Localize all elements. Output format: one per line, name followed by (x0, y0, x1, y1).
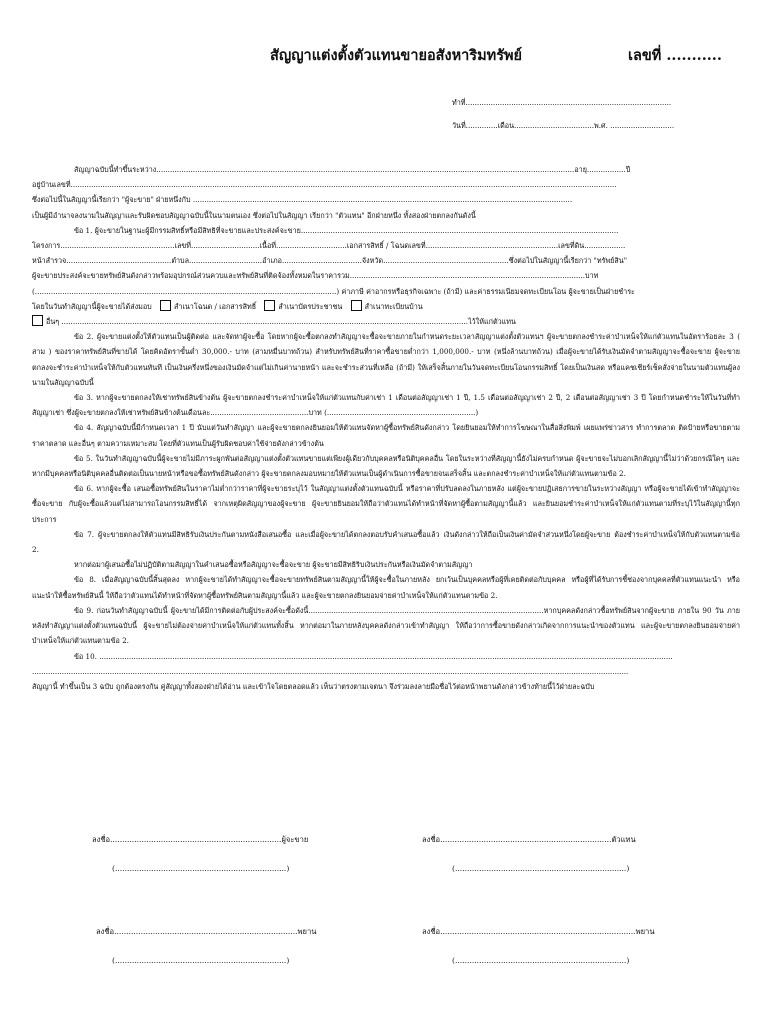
parties-line-4: เป็นผู้มีอำนาจลงนามในสัญญาและรับผิดชอบสัญญาฉบับนี้ในนามตนเอง ซึ่งต่อไปในสัญญา เรียกว่า "ตัวแทน" อีกฝ่ายหนึ่ง ทั้งสองฝ่ายตกลงกันดังนี้ (32, 210, 476, 220)
signature-seller-name: (.......................................................................) (112, 864, 290, 873)
checkbox-other-label: อื่นๆ (46, 317, 60, 327)
signature-seller: ลงชื่อ.......................................................................ผู้จะขาย (92, 835, 309, 844)
signature-witness-2: ลงชื่อ.................................................................................พยาน (422, 927, 655, 936)
checkbox-other[interactable] (32, 315, 43, 326)
contract-number: เลขที่ ........... (628, 47, 722, 64)
date-line: วันที่..............เดือน...................................พ.ศ. ............................ (452, 121, 675, 130)
clause-8: ข้อ 8. เมื่อสัญญาฉบับนี้สิ้นสุดลง หากผู้จะขายได้ทำสัญญาจะซื้อจะขายทรัพย์สินตามสัญญานี้ให้ผู้จะซื้อในภายหลัง ยกเว้นเป็นบุคคลหรือผู้ที่เคยติดต่อกับบุคคล หรือผู้ที่ได้รับการชี้ช่องจากบุคคลที่ตัวแทนแนะนำ หรือแนะนำให้ซื้อทรัพย์สินนี้ ให้ถือว่าตัวแทนได้ทำหน้าที่จัดหาผู้ซื้อทรัพย์สินตามสัญญานี้แล้ว และผู้จะขายตกลงยินยอมจ่ายค่าบำเหน็จให้แก่ตัวแทนตามข้อ 2. (32, 575, 740, 600)
contract-title: สัญญาแต่งตั้งตัวแทนขายอสังหาริมทรัพย์ (270, 47, 523, 64)
checkbox-house-registration[interactable] (351, 300, 362, 311)
clause-6: ข้อ 6. หากผู้จะซื้อ เสนอซื้อทรัพย์สินในราคาไม่ต่ำกว่าราคาที่ผู้จะขายระบุไว้ ในสัญญาแต่งตั้งตัวแทนฉบับนี้ หรือราคาที่ปรับลดลงในภายหลัง แต่ผู้จะขายปฏิเสธการขายในระหว่างสัญญา หรือผู้จะขายได้เข้าทำสัญญาจะซื้อจะขาย กับผู้จะซื้อแล้วแต่ไม่สามารถโอนกรรมสิทธิ์ได้ จากเหตุผิดสัญญาของผู้จะขาย ผู้จะขายยินยอมให้ถือว่าตัวแทนได้ทำหน้าที่จัดหาผู้ซื้อตามสัญญานี้แล้ว และยินยอมชำระค่าบำเหน็จให้แก่ตัวแทนตามที่ระบุไว้ในสัญญานี้ทุกประการ (32, 484, 740, 524)
clause-9: ข้อ 9. ก่อนวันทำสัญญาฉบับนี้ ผู้จะขายได้มีการติดต่อกับผู้ประสงค์จะซื้อดังนี้.......................................................................................................หากบุคคลดังกล่าวซื้อทรัพย์สินจากผู้จะขาย ภายใน 90 วัน ภายหลังทำสัญญาแต่งตั้งตัวแทนฉบับนี้ ผู้จะขายไม่ต้องจ่ายค่าบำเหน็จให้แก่ตัวแทนทั้งสิ้น หากต่อมาในภายหลังบุคคลดังกล่าวเข้าทำสัญญา ให้ถือว่าการซื้อขายดังกล่าวเกิดจากการแนะนำของตัวแทน และผู้จะขายตกลงยินยอมจ่ายค่าบำเหน็จให้แก่ตัวแทนตามข้อ 2. (32, 605, 740, 646)
checkbox-title-deed[interactable] (160, 300, 171, 311)
clause-1-line-5: (....................................................................................................................................) ค่าภาษี ค่าอากรหรือธุรกิจเฉพาะ (ถ้ามี) และค่าธรรมเนียมจดทะเบียนโอน ผู้จะขายเป็นฝ่ายชำระ (32, 286, 635, 296)
clause-1-line-4: ผู้จะขายประสงค์จะขายทรัพย์สินดังกล่าวพร้อมอุปกรณ์ส่วนควบและทรัพย์สินที่ติดจ้องทั้งหมดในราคารวม.......................................................................................................บาท (32, 271, 599, 281)
clause-10: ข้อ 10. ........................................................................................................................................................................................................................................................... (74, 651, 673, 661)
checkbox-id-card-label: สำเนาบัตรประชาชน (278, 301, 343, 311)
signature-witness-2-name: (.......................................................................) (452, 956, 630, 965)
clause-5: ข้อ 5. ในวันทำสัญญาฉบับนี้ผู้จะขายไม่มีภาระผูกพันต่อสัญญาแต่งตั้งตัวแทนขายแต่เพียงผู้เดียวกับบุคคลหรือนิติบุคคลอื่น โดยในระหว่างที่สัญญานี้ยังไม่ครบกำหนด ผู้จะขายจะไม่บอกเลิกสัญญานี้ไม่ว่าด้วยกรณีใดๆ และหากมีบุคคลหรือนิติบุคคลอื่นติดต่อเป็นนายหน้าหรือขอซื้อทรัพย์สินดังกล่าว ผู้จะขายตกลงมอบหมายให้ตัวแทนเป็นผู้ดำเนินการซื้อขายจนเสร็จสิ้น และตกลงชำระค่าบำเหน็จให้แก่ตัวแทนตามข้อ 2. (32, 453, 740, 479)
signature-agent: ลงชื่อ.......................................................................ตัวแทน (422, 835, 636, 844)
signature-witness-1: ลงชื่อ............................................................................พยาน (96, 927, 317, 936)
checkbox-title-deed-label: สำเนาโฉนด / เอกสารสิทธิ์ (174, 301, 257, 311)
clause-1-line-3: หน้าสำรวจ..............................................ตำบล................................อำเภอ...................................จังหวัด.......................................................ซึ่งต่อไปในสัญญานี้เรียกว่า "ทรัพย์สิน" (32, 256, 627, 266)
clause-7-continuation: หากต่อมาผู้เสนอซื้อไม่ปฏิบัติตามสัญญาในคำเสนอซื้อหรือสัญญาจะซื้อจะขาย ผู้จะขายมีสิทธิริบเงินประกันหรือเงินมัดจำตามสัญญา (74, 560, 473, 570)
checkbox-house-registration-label: สำเนาทะเบียนบ้าน (364, 301, 423, 311)
signature-agent-name: (.......................................................................) (452, 864, 630, 873)
clause-1-line-2: โครงการ..................................................เลขที่..............................เนื้อที่...............................เอกสารสิทธิ์ / โฉนดเลขที่..........................................................เลขที่ดิน.................. (32, 241, 626, 251)
closing-statement: สัญญานี้ ทำขึ้นเป็น 3 ฉบับ ถูกต้องตรงกัน คู่สัญญาทั้งสองฝ่ายได้อ่าน และเข้าใจโดยตลอดแล้ว เห็นว่าตรงตามเจตนา จึงร่วมลงลายมือชื่อไว้ต่อหน้าพยานดังกล่าวข้างท้ายนี้ไว้ฝ่ายละฉบับ (32, 681, 595, 691)
parties-line-3: ซึ่งต่อไปนี้ในสัญญานี้เรียกว่า "ผู้จะขาย" ฝ่ายหนึ่งกับ ...................................................................................................................................................................... (32, 195, 573, 205)
document-other-row (32, 314, 740, 329)
checkbox-lead-text: โดยในวันทำสัญญานี้ผู้จะขายได้ส่งมอบ (32, 301, 152, 311)
parties-line-1: สัญญาฉบับนี้ทำขึ้นระหว่าง.......................................................................................................................................................................................อายุ.................ปี (74, 165, 631, 174)
contract-body (32, 162, 740, 694)
signature-witness-1-name: (.......................................................................) (112, 956, 290, 965)
blank-line: ..................................................................................................................................................................................................................................................................... (32, 666, 629, 676)
checkbox-other-blank: ..................................................................................................................................................................................ไว้ให้แก่ตัวแทน (61, 317, 516, 327)
clause-1-line-1: ข้อ 1. ผู้จะขายในฐานะผู้มีกรรมสิทธิ์หรือมีสิทธิที่จะขายและประสงค์จะขาย........................................................................................................................................... (74, 225, 619, 235)
clause-2: ข้อ 2. ผู้จะขายแต่งตั้งให้ตัวแทนเป็นผู้ติดต่อ และจัดหาผู้จะซื้อ โดยหากผู้จะซื้อตกลงทำสัญญาจะซื้อจะขายภายในกำหนดระยะเวลาสัญญาแต่งตั้งตัวแทนฯ ผู้จะขายตกลงชำระค่าบำเหน็จให้แก่ตัวแทนในอัตราร้อยละ 3 ( สาม ) ของราคาทรัพย์สินที่ขายได้ โดยคิดอัตราขั้นต่ำ 30,000.- บาท (สามหมื่นบาทถ้วน) สำหรับทรัพย์สินที่ราคาซื้อขายต่ำกว่า 1,000,000.- บาท (หนึ่งล้านบาทถ้วน) เมื่อผู้จะขายได้รับเงินมัดจำตามสัญญาจะซื้อจะขาย ผู้จะขายตกลงจะชำระค่าบำเหน็จให้กับตัวแทนทันที เป็นเงินครึ่งหนึ่งของเงินมัดจำแต่ไม่เกินค่านายหน้า และจะชำระส่วนที่เหลือ (ถ้ามี) ให้เสร็จสิ้นภายในวันจดทะเบียนโอนกรรมสิทธิ์ โดยเป็นเงินสด หรือแคชเชียร์เช็คสั่งจ่ายในนามตัวแทนผู้ลงนามในสัญญาฉบับนี้ (32, 332, 740, 387)
clause-4: ข้อ 4. สัญญาฉบับนี้มีกำหนดเวลา 1 ปี นับแต่วันทำสัญญา และผู้จะขายตกลงยินยอมให้ตัวแทนจัดหาผู้ซื้อทรัพย์สินดังกล่าว โดยยินยอมให้ทำการโฆษณาในสื่อสิ่งพิมพ์ เผยแพร่ข่าวสาร ทำการตลาด ติดป้ายหรือขายตามราคาตลาด และอื่นๆ ตามความเหมาะสม โดยที่ตัวแทนเป็นผู้รับผิดชอบค่าใช้จ่ายดังกล่าวข้างต้น (32, 423, 740, 448)
place-line: ทำที่.......................................................................................... (452, 98, 672, 107)
clause-7: ข้อ 7. ผู้จะขายตกลงให้ตัวแทนมีสิทธิรับเงินประกันตามหนังสือเสนอซื้อ และเมื่อผู้จะขายได้ตกลงตอบรับคำเสนอซื้อแล้ว เงินดังกล่าวให้ถือเป็นเงินค่ามัดจำส่วนหนึ่งโดยผู้จะขาย ต้องชำระค่าบำเหน็จให้กับตัวแทนตามข้อ 2. (32, 529, 740, 555)
clause-3: ข้อ 3. หากผู้จะขายตกลงให้เช่าทรัพย์สินข้างต้น ผู้จะขายตกลงชำระค่าบำเหน็จให้แก่ตัวแทนกับค่าเช่า 1 เดือนต่อสัญญาเช่า 1 ปี, 1.5 เดือนต่อสัญญาเช่า 2 ปี, 2 เดือนต่อสัญญาเช่า 3 ปี โดยกำหนดชำระให้ในวันที่ทำสัญญาเช่า ซึ่งผู้จะขายตกลงให้เช่าทรัพย์สินข้างต้นเดือนละ...........................................บาท (.................................................................) (32, 393, 740, 418)
parties-line-2: อยู่บ้านเลขที่............................................................................................................................................................................................................................................... (32, 180, 617, 190)
document-checkbox-row (32, 299, 740, 314)
checkbox-id-card[interactable] (264, 300, 275, 311)
